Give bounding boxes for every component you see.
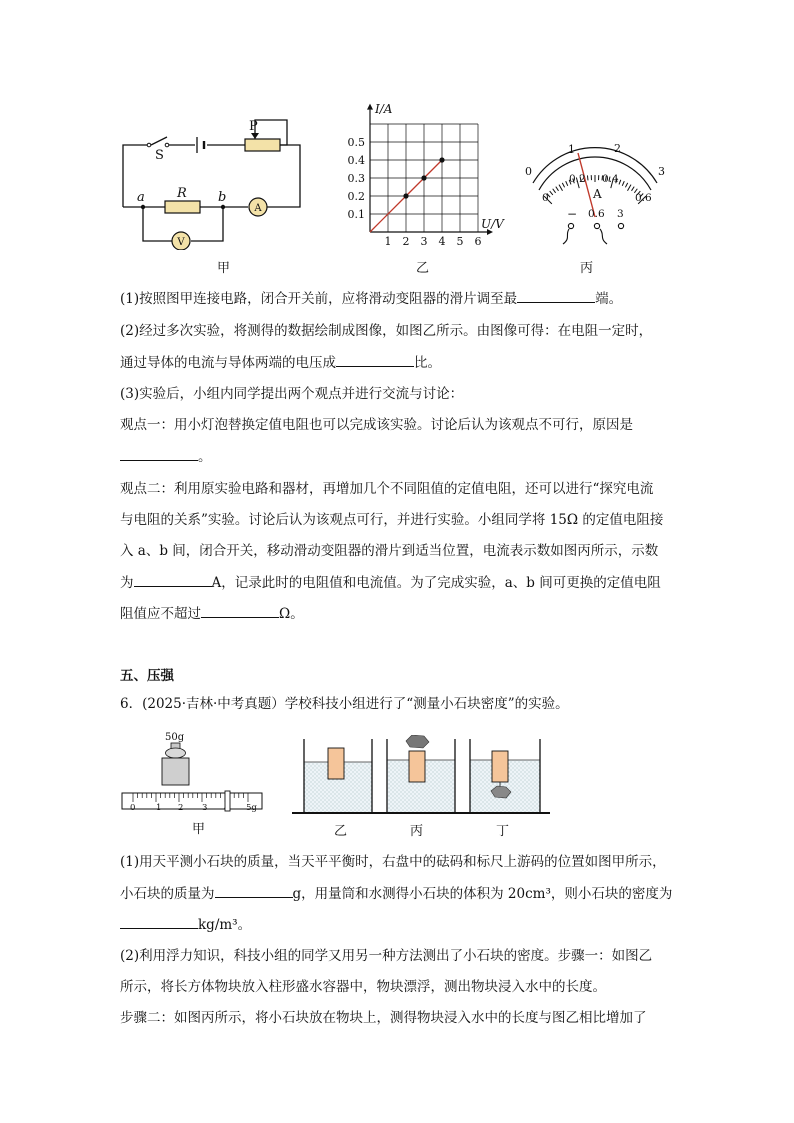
node-a-label: a (137, 190, 145, 205)
dial-tick (619, 180, 621, 185)
ammeter-dial-bing (515, 135, 680, 250)
answer-blank[interactable] (517, 288, 595, 303)
switch-label: S (155, 148, 164, 163)
q5-part1: (1)按照图甲连接电路，闭合开关前，应将滑动变阻器的滑片调至最 端。 (120, 288, 622, 309)
y-tick-label: 0.2 (347, 190, 365, 203)
dial-tick (625, 183, 627, 187)
x-tick-label: 6 (474, 235, 482, 248)
q6-part2-line3: 步骤二：如图丙所示，将小石块放在物块上，测得物块浸入水中的长度与图乙相比增加了 (120, 1010, 647, 1026)
section-title: 五、压强 (120, 668, 174, 684)
caption-q6-bing: 丙 (410, 824, 424, 839)
ruler-0: 0 (130, 803, 136, 813)
q6-part1-line3: kg/m³。 (120, 914, 251, 935)
view1-line1: 观点一：用小灯泡替换定值电阻也可以完成该实验。讨论后认为该观点不可行，原因是 (120, 417, 633, 433)
x-tick-label: 3 (420, 235, 428, 248)
bottom-scale-04: 0.4 (602, 173, 619, 185)
top-scale-3: 3 (658, 165, 665, 178)
ruler-1: 1 (156, 803, 162, 813)
x-tick-label: 2 (402, 235, 410, 248)
dial-tick (631, 187, 634, 191)
dial-unit: A (593, 187, 602, 201)
bottom-scale-06: 0.6 (635, 192, 652, 204)
q6-part2-line1: (2)利用浮力知识，科技小组的同学又用另一种方法测出了小石块的密度。步骤一：如图乙 (120, 948, 653, 964)
block-ding (492, 751, 508, 782)
top-scale-2: 2 (614, 142, 621, 155)
dial-tick (550, 191, 553, 195)
ammeter-label: A (254, 203, 262, 214)
view2-line5: 阻值应不超过 Ω。 (120, 603, 304, 624)
bottom-scale-0: 0 (542, 192, 549, 204)
caption-q6-jia: 甲 (192, 822, 206, 837)
view2-line2: 与电阻的关系”实验。讨论后认为该观点可行，并进行实验。小组同学将 15Ω 的定值电阻接 (120, 512, 664, 528)
answer-blank[interactable] (120, 446, 198, 461)
dial-tick (566, 181, 568, 186)
balance-figure-jia (118, 725, 268, 825)
terminal-minus: − (567, 207, 578, 221)
answer-blank[interactable] (215, 883, 293, 898)
block-bing (409, 751, 425, 782)
q5-part3-intro: (3)实验后，小组内同学提出两个观点并进行交流与讨论： (120, 386, 464, 402)
view2-line4: 为 A，记录此时的电阻值和电流值。为了完成实验，a、b 间可更换的定值电阻 (120, 572, 661, 593)
data-point (421, 175, 426, 180)
data-point (403, 193, 408, 198)
terminal-3: 3 (617, 208, 624, 220)
answer-blank[interactable] (201, 603, 279, 618)
x-tick-label: 4 (438, 235, 446, 248)
q6-part2-line2: 所示，将长方体物块放入柱形盛水容器中，物块漂浮，测出物块浸入水中的长度。 (120, 979, 606, 995)
y-tick-label: 0.5 (347, 136, 365, 149)
y-tick-label: 0.1 (347, 208, 365, 221)
answer-blank[interactable] (134, 572, 212, 587)
data-point (439, 157, 444, 162)
q5-part2-line2: 通过导体的电流与导体两端的电压成 比。 (120, 352, 441, 373)
dial-tick (622, 181, 624, 186)
dial-tick (587, 175, 588, 180)
bottom-scale-02: 0.2 (569, 173, 586, 185)
answer-blank[interactable] (336, 352, 414, 367)
y-axis-label: I/A (375, 102, 393, 116)
caption-jia: 甲 (217, 261, 231, 276)
q6-part1-line1: (1)用天平测小石块的质量，当天平平衡时，右盘中的砝码和标尺上游码的位置如图甲所示， (120, 854, 666, 870)
y-arrow-icon (367, 104, 373, 110)
top-scale-1: 1 (568, 143, 575, 156)
dial-tick (553, 189, 556, 193)
top-scale-0: 0 (525, 165, 532, 178)
q6-part1-line2: 小石块的质量为 g，用量筒和水测得小石块的体积为 20cm³，则小石块的密度为 (120, 883, 672, 904)
node-b-label: b (218, 190, 227, 205)
ruler-5g: 5g (246, 803, 257, 813)
dial-tick (559, 185, 563, 191)
voltmeter-label: V (177, 237, 185, 248)
q6-stem: 6．(2025·吉林·中考真题）学校科技小组进行了“测量小石块密度”的实验。 (120, 696, 569, 712)
view2-line1: 观点二：利用原实验电路和器材，再增加几个不同阻值的定值电阻，还可以进行“探究电流 (120, 481, 654, 497)
ruler-3: 3 (202, 803, 208, 813)
view2-line3: 入 a、b 间，闭合开关，移动滑动变阻器的滑片到适当位置，电流表示数如图丙所示，示数 (120, 543, 659, 559)
q5-part2-line1: (2)经过多次实验，将测得的数据绘制成图像，如图乙所示。由图像可得：在电阻一定时， (120, 323, 653, 339)
dial-tick (562, 183, 564, 187)
slider-label: P (249, 119, 258, 134)
answer-blank[interactable] (120, 914, 198, 929)
y-tick-label: 0.3 (347, 172, 365, 185)
view1-line2: 。 (120, 446, 212, 467)
x-axis-label: U/V (481, 217, 504, 231)
block-yi (328, 748, 344, 779)
stone-icon (406, 735, 429, 748)
x-tick-label: 5 (456, 235, 464, 248)
caption-q6-ding: 丁 (496, 824, 510, 839)
dial-tick (628, 185, 632, 191)
dial-tick (556, 187, 559, 191)
terminal-06: 0.6 (588, 208, 605, 220)
caption-yi: 乙 (416, 261, 430, 276)
x-tick-label: 1 (384, 235, 392, 248)
rider-icon (225, 791, 230, 811)
caption-bing: 丙 (580, 261, 594, 276)
ruler-2: 2 (178, 803, 184, 813)
containers-figure (292, 735, 550, 820)
circuit-diagram-jia (115, 105, 315, 250)
weight-label: 50g (165, 732, 185, 743)
iu-graph-yi (335, 100, 515, 250)
resistor-label: R (177, 186, 187, 201)
caption-q6-yi: 乙 (334, 824, 348, 839)
y-tick-label: 0.4 (347, 154, 365, 167)
